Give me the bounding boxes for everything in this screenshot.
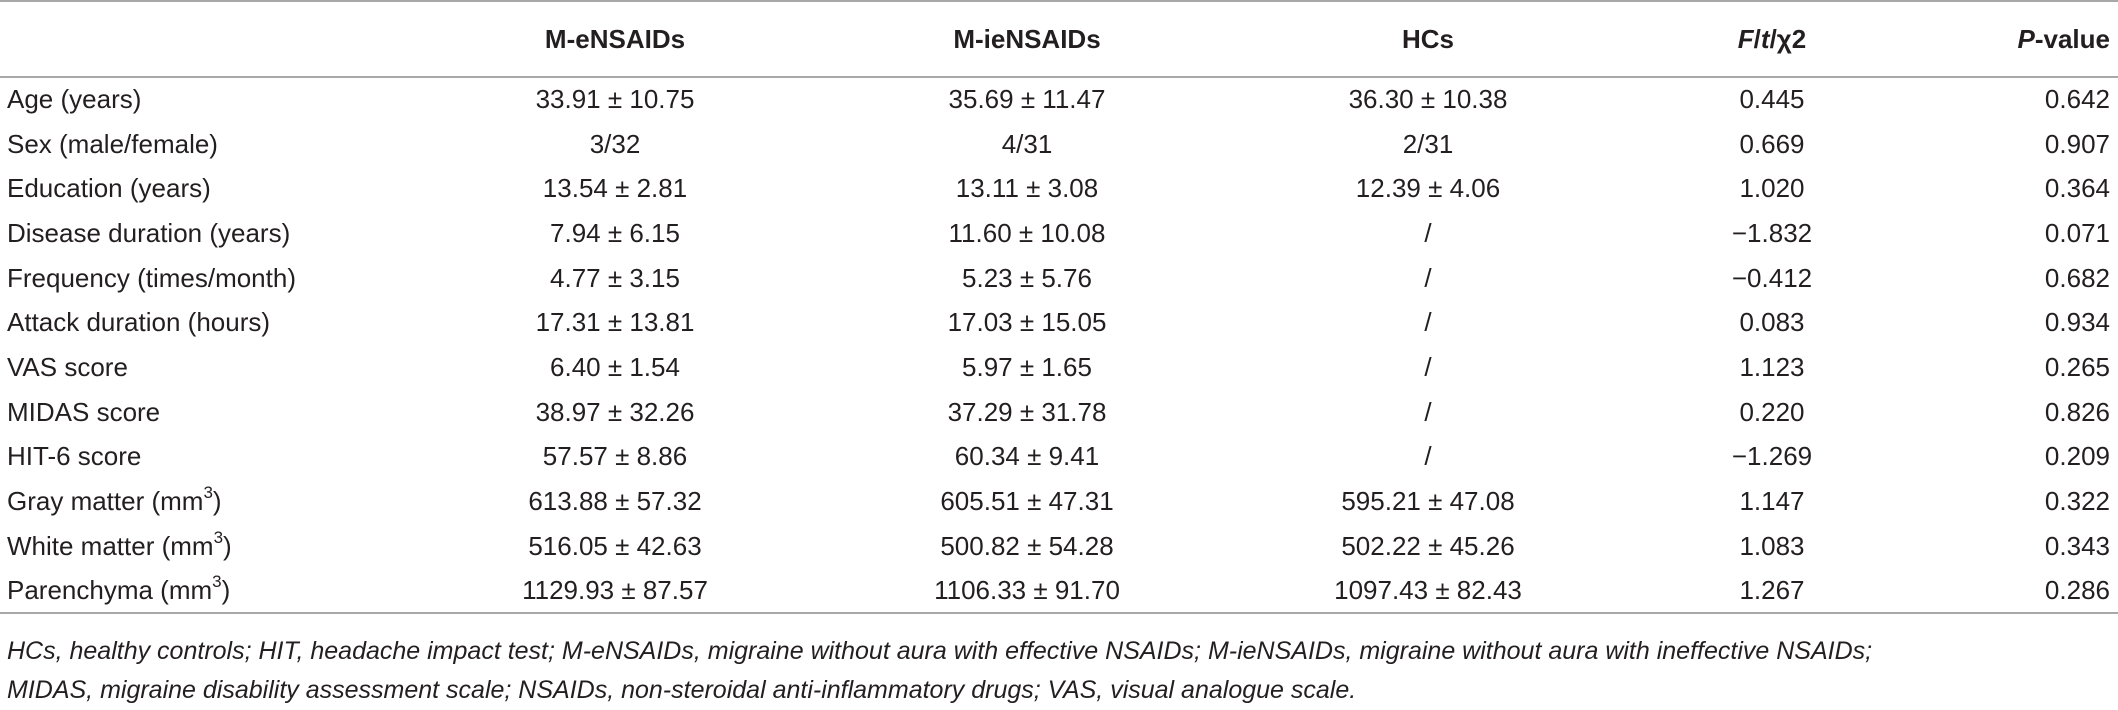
header-stat-chi: /χ2 [1769, 23, 1807, 54]
cell-p-value: 0.286 [1942, 569, 2118, 614]
cell-p-value: 0.364 [2044, 173, 2110, 204]
cell-m-iensaids: 500.82 ± 54.28 [940, 530, 1114, 561]
row-label-end: ) [223, 530, 232, 561]
row-label-text: Education (years) [7, 173, 211, 204]
table-header-row [0, 1, 2118, 77]
cell-m-ensaids: 6.40 ± 1.54 [550, 351, 680, 382]
cell-m-iensaids: 13.11 ± 3.08 [955, 173, 1099, 204]
cell-hcs: / [1424, 441, 1432, 472]
cell-p-value: 0.682 [2044, 262, 2110, 293]
cell-test-statistic: 0.669 [1739, 128, 1805, 159]
row-label-text: White matter (mm [7, 530, 214, 561]
table-row [0, 77, 2118, 122]
row-label [0, 345, 430, 390]
row-label [0, 479, 430, 524]
cell-hcs: / [1424, 262, 1432, 293]
row-label-text: Parenchyma (mm [7, 574, 213, 605]
row-label-end: ) [221, 574, 231, 605]
cell-m-iensaids: 1106.33 ± 91.70 [800, 569, 1254, 614]
table-row [0, 122, 2118, 167]
cell-p-value: 0.826 [2044, 396, 2110, 427]
table-body [0, 77, 2118, 613]
header-stat-t: t [1760, 23, 1770, 54]
cell-test-statistic: 1.083 [1739, 530, 1805, 561]
table-row [0, 166, 2118, 211]
row-label-text: Gray matter (mm [7, 486, 204, 517]
table-row [0, 479, 2118, 524]
row-label-text: VAS score [7, 351, 128, 382]
cell-m-iensaids: 4/31 [1001, 128, 1053, 159]
cell-m-iensaids: 60.34 ± 9.41 [954, 441, 1100, 472]
cell-m-ensaids: 17.31 ± 13.81 [535, 307, 695, 338]
cell-hcs: 502.22 ± 45.26 [1341, 530, 1515, 561]
header-p: P [2017, 23, 2035, 54]
cell-p-value: 0.209 [2044, 441, 2110, 472]
cell-hcs: 1097.43 ± 82.43 [1254, 569, 1602, 614]
row-label-text: Attack duration (hours) [7, 307, 271, 338]
cell-p-value: 0.343 [2044, 530, 2110, 561]
cell-p-value: 0.265 [2044, 351, 2110, 382]
row-label [0, 211, 430, 256]
cell-test-statistic: −1.832 [1731, 217, 1813, 248]
header-stat-sep: / [1753, 23, 1761, 54]
unit-superscript: 3 [203, 483, 213, 503]
row-label [0, 435, 430, 480]
table-row [0, 345, 2118, 390]
cell-m-ensaids: 57.57 ± 8.86 [542, 441, 688, 472]
cell-m-iensaids: 35.69 ± 11.47 [948, 84, 1106, 115]
table-row [0, 569, 2118, 614]
header-m-iensaids: M-ieNSAIDs [800, 1, 1254, 77]
row-label [0, 390, 430, 435]
cell-hcs: 36.30 ± 10.38 [1348, 84, 1508, 115]
cell-hcs: / [1424, 217, 1432, 248]
cell-hcs: / [1424, 351, 1432, 382]
cell-m-iensaids: 17.03 ± 15.05 [947, 307, 1107, 338]
table-footnote [0, 632, 2118, 710]
cell-m-ensaids: 38.97 ± 32.26 [535, 396, 695, 427]
row-label [0, 122, 430, 167]
cell-m-ensaids: 4.77 ± 3.15 [550, 262, 680, 293]
cell-hcs: / [1424, 396, 1432, 427]
cell-hcs: 12.39 ± 4.06 [1355, 173, 1501, 204]
cell-p-value: 0.071 [2044, 217, 2110, 248]
header-variable [0, 1, 430, 77]
header-test-statistic [1602, 1, 1942, 77]
table-row [0, 524, 2118, 569]
cell-test-statistic: 1.020 [1739, 173, 1805, 204]
header-m-ensaids: M-eNSAIDs [430, 1, 800, 77]
cell-m-iensaids: 11.60 ± 10.08 [948, 217, 1106, 248]
table-row [0, 256, 2118, 301]
footnote-line: MIDAS, migraine disability assessment scale; NSAIDs, non-steroidal anti-inflammatory drugs; VAS, visual analogue scale. [7, 676, 1357, 705]
row-label [0, 569, 430, 614]
row-label-text: Sex (male/female) [7, 128, 218, 159]
cell-m-iensaids: 5.23 ± 5.76 [962, 262, 1092, 293]
cell-m-ensaids: 516.05 ± 42.63 [528, 530, 702, 561]
footnote-line: HCs, healthy controls; HIT, headache impact test; M-eNSAIDs, migraine without aura with effective NSAIDs; M-ieNSAIDs, migraine without aura with ineffective NSAIDs; [7, 637, 1873, 666]
cell-m-ensaids: 33.91 ± 10.75 [535, 84, 695, 115]
cell-test-statistic: 0.220 [1739, 396, 1805, 427]
row-label [0, 524, 430, 569]
cell-m-iensaids: 37.29 ± 31.78 [947, 396, 1107, 427]
cell-p-value: 0.642 [2044, 84, 2110, 115]
cell-p-value: 0.934 [2044, 307, 2110, 338]
row-label [0, 256, 430, 301]
table-row [0, 211, 2118, 256]
cell-hcs: 2/31 [1402, 128, 1454, 159]
cell-test-statistic: 0.083 [1739, 307, 1805, 338]
cell-test-statistic: 1.123 [1739, 351, 1805, 382]
cell-m-ensaids: 7.94 ± 6.15 [550, 217, 680, 248]
row-label [0, 77, 430, 122]
cell-p-value: 0.322 [2044, 486, 2110, 517]
header-p-value [1942, 1, 2118, 77]
cell-test-statistic: −0.412 [1731, 262, 1813, 293]
cell-hcs: 595.21 ± 47.08 [1341, 486, 1515, 517]
cell-hcs: / [1424, 307, 1432, 338]
cell-test-statistic: 1.147 [1739, 486, 1805, 517]
cell-m-ensaids: 13.54 ± 2.81 [542, 173, 688, 204]
header-hcs: HCs [1254, 1, 1602, 77]
cell-test-statistic: 1.267 [1602, 569, 1942, 614]
row-label-text: Age (years) [7, 84, 142, 115]
cell-m-ensaids: 1129.93 ± 87.57 [430, 569, 800, 614]
row-label-text: MIDAS score [7, 396, 161, 427]
cell-m-ensaids: 613.88 ± 57.32 [528, 486, 702, 517]
row-label-end: ) [212, 486, 222, 517]
cell-m-ensaids: 3/32 [589, 128, 641, 159]
row-label [0, 166, 430, 211]
cell-test-statistic: −1.269 [1731, 441, 1813, 472]
table-row [0, 435, 2118, 480]
table-row [0, 300, 2118, 345]
cell-m-iensaids: 5.97 ± 1.65 [962, 351, 1092, 382]
cell-test-statistic: 0.445 [1739, 84, 1805, 115]
unit-superscript: 3 [212, 572, 222, 592]
cell-m-iensaids: 605.51 ± 47.31 [940, 486, 1114, 517]
cell-p-value: 0.907 [2044, 128, 2110, 159]
row-label-text: Frequency (times/month) [7, 262, 296, 293]
table-row [0, 390, 2118, 435]
row-label-text: Disease duration (years) [7, 217, 291, 248]
unit-superscript: 3 [213, 528, 224, 548]
row-label-text: HIT-6 score [7, 441, 142, 472]
row-label [0, 300, 430, 345]
header-p-rest: -value [2034, 23, 2110, 54]
header-stat-f: F [1737, 23, 1754, 54]
